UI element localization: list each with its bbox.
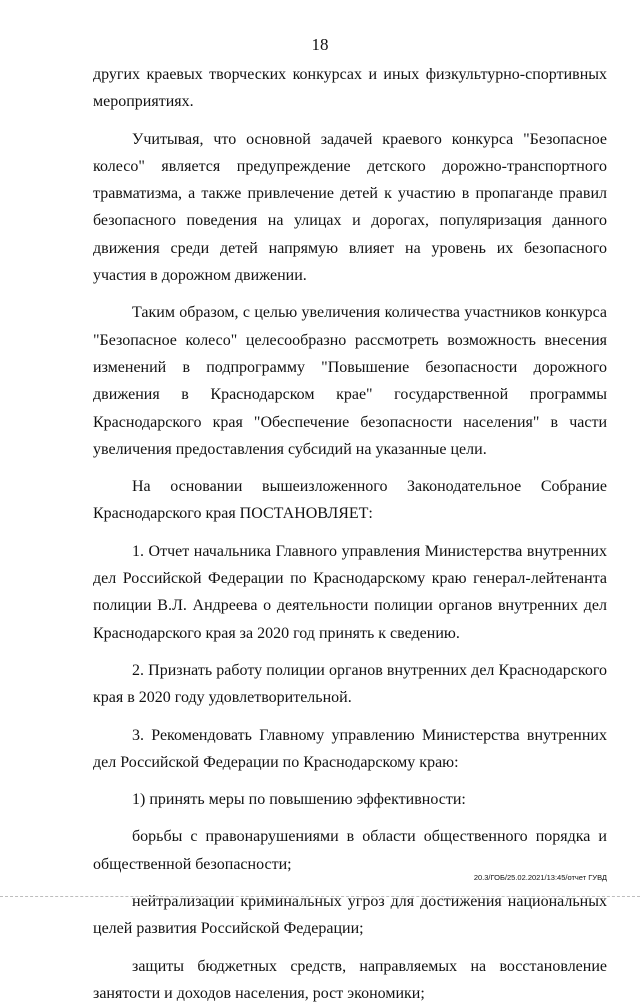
paragraph: 1) принять меры по повышению эффективности:: [132, 791, 466, 809]
paragraph: Учитывая, что основной задачей краевого конкурса "Безопасное колесо" является предупреждение детского дорожно-транспортного травматизма, а также привлечение детей к участию в пропаганде правил безопасного поведения на улицах и дорогах, популяризация данного движения среди детей напрямую влияет на уровень их безопасного участия в дорожном движении.: [93, 130, 607, 285]
paragraph: На основании вышеизложенного Законодательное Собрание Краснодарского края ПОСТАНОВЛЯЕТ:: [93, 478, 607, 523]
paragraph: других краевых творческих конкурсах и иных физкультурно-спортивных мероприятиях.: [93, 66, 607, 111]
bottom-scan-rule: [0, 896, 640, 898]
paragraph: нейтрализации криминальных угроз для достижения национальных целей развития Российской Федерации;: [93, 893, 607, 938]
paragraph: 1. Отчет начальника Главного управления Министерства внутренних дел Российской Федерации по Краснодарскому краю генерал-лейтенанта полиции В.Л. Андреева о деятельности полиции органов внутренних дел Краснодарского края за 2020 год принять к сведению.: [93, 542, 607, 642]
paragraph: 3. Рекомендовать Главному управлению Министерства внутренних дел Российской Федерации по Краснодарскому краю:: [93, 726, 607, 771]
paragraph: Таким образом, с целью увеличения количества участников конкурса "Безопасное колесо" целесообразно рассмотреть возможность внесения изменений в подпрограмму "Повышение безопасности дорожного движения в Краснодарском крае" государственной программы Краснодарского края "Обеспечение безопасности населения" в части увеличения предоставления субсидий на указанные цели.: [93, 304, 607, 458]
paragraph: борьбы с правонарушениями в области общественного порядка и общественной безопасности;: [93, 828, 607, 873]
paragraph: защиты бюджетных средств, направляемых на восстановление занятости и доходов населения, рост экономики;: [93, 957, 607, 1002]
footer-document-code: 20.3/ГОБ/25.02.2021/13:45/отчет ГУВД: [473, 873, 607, 882]
paragraph: 2. Признать работу полиции органов внутренних дел Краснодарского края в 2020 году удовлетворительной.: [93, 661, 607, 707]
page-number: 18: [311, 35, 329, 54]
document-body: [93, 61, 607, 1007]
